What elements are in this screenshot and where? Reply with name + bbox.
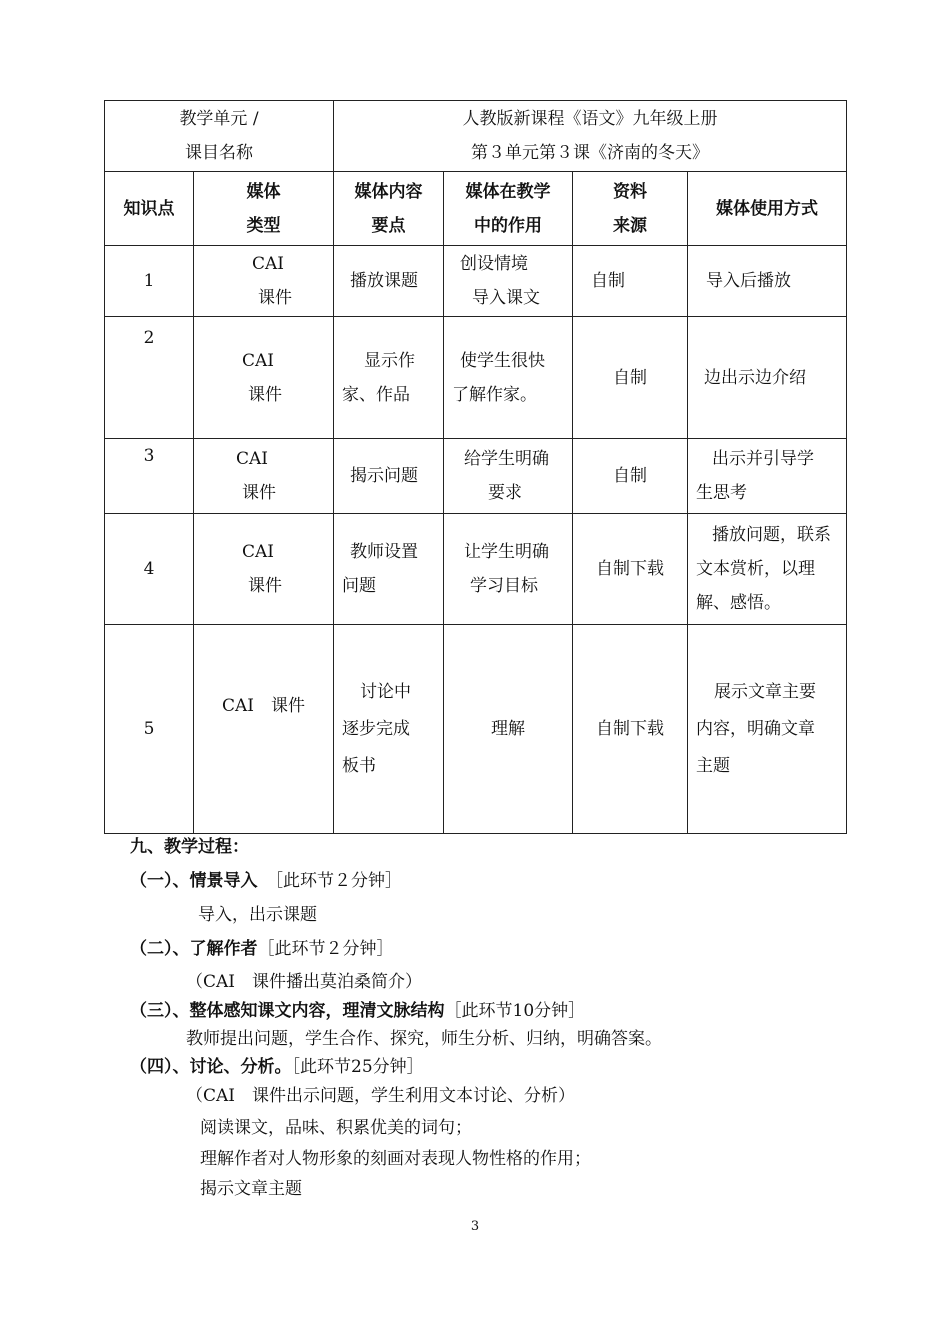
step-title: （四）、讨论、分析。 <box>130 1057 292 1077</box>
unit-label-line: 教学单元 / <box>179 109 259 129</box>
row-number: 5 <box>143 719 155 739</box>
content-text: 板书 <box>342 755 377 776</box>
content-text: 教师设置 <box>350 542 419 562</box>
type-text: 课件 <box>248 576 282 596</box>
step-time: ［此环节２分钟］ <box>257 871 402 891</box>
cell-content <box>334 439 444 514</box>
header-text: 媒体 <box>246 181 281 202</box>
cell-type <box>194 625 334 834</box>
cell-type <box>194 317 334 439</box>
cell-num <box>105 514 194 625</box>
role-text: 要求 <box>488 483 523 503</box>
usage-text: 主题 <box>696 755 731 776</box>
row-number: 2 <box>143 328 155 348</box>
usage-text: 展示文章主要 <box>714 681 817 702</box>
cell-source <box>573 439 688 514</box>
unit-row <box>105 101 847 172</box>
cell-role <box>444 514 573 625</box>
cell-usage <box>688 439 847 514</box>
header-text: 类型 <box>246 215 281 236</box>
row-number: 4 <box>143 559 155 579</box>
page-number: 3 <box>470 1219 480 1234</box>
header-content <box>334 172 444 246</box>
cell-role <box>444 246 573 317</box>
content-text: 显示作 <box>364 350 416 371</box>
usage-text: 导入后播放 <box>706 271 792 291</box>
type-text: CAI 课件 <box>222 696 305 716</box>
usage-text: 生思考 <box>696 483 748 503</box>
cell-source <box>573 317 688 439</box>
step-3-body: 教师提出问题，学生合作、探究，师生分析、归纳，明确答案。 <box>186 1029 662 1049</box>
role-text: 给学生明确 <box>464 449 550 469</box>
table-row <box>105 317 847 439</box>
step-4-body: 理解作者对人物形象的刻画对表现人物性格的作用； <box>200 1149 591 1169</box>
cell-content <box>334 514 444 625</box>
usage-text: 内容，明确文章 <box>696 718 816 739</box>
header-text: 媒体在教学 <box>465 181 551 202</box>
step-title: （三）、整体感知课文内容，理清文脉结构 <box>130 1001 445 1021</box>
media-table <box>104 100 847 834</box>
type-text: 课件 <box>258 288 292 308</box>
source-text: 自制 <box>613 466 648 486</box>
cell-type <box>194 514 334 625</box>
usage-text: 解、感悟。 <box>696 593 782 613</box>
cell-content <box>334 246 444 317</box>
cell-source <box>573 246 688 317</box>
cell-num <box>105 317 194 439</box>
source-text: 自制 <box>613 367 648 388</box>
role-text: 学习目标 <box>470 576 539 596</box>
header-text: 要点 <box>371 215 406 236</box>
step-title: （二）、了解作者 <box>130 939 258 959</box>
header-text: 中的作用 <box>474 215 543 236</box>
header-text: 媒体使用方式 <box>716 198 819 219</box>
content-text: 揭示问题 <box>350 466 419 486</box>
cell-num <box>105 439 194 514</box>
table-row <box>105 246 847 317</box>
cell-role <box>444 625 573 834</box>
row-number: 1 <box>143 271 155 291</box>
header-source <box>573 172 688 246</box>
role-text: 使学生很快 <box>460 350 546 371</box>
type-text: 课件 <box>248 384 282 405</box>
unit-label-line: 课目名称 <box>185 143 253 163</box>
content-text: 逐步完成 <box>342 718 411 739</box>
role-text: 让学生明确 <box>464 542 550 562</box>
header-knowledge <box>105 172 194 246</box>
cell-content <box>334 625 444 834</box>
header-row <box>105 172 847 246</box>
table-row <box>105 514 847 625</box>
type-text: 课件 <box>242 483 276 503</box>
cell-usage <box>688 317 847 439</box>
cell-usage <box>688 246 847 317</box>
unit-value-line: 第３单元第３课《济南的冬天》 <box>471 143 710 163</box>
step-time: ［此环节10分钟］ <box>444 1001 586 1021</box>
cell-usage <box>688 514 847 625</box>
cell-type <box>194 246 334 317</box>
step-time: ［此环节25分钟］ <box>291 1057 424 1077</box>
role-text: 创设情境 <box>460 254 529 274</box>
cell-role <box>444 317 573 439</box>
type-text: CAI <box>242 542 274 562</box>
unit-label-cell <box>105 101 334 172</box>
cell-num <box>105 625 194 834</box>
header-text: 媒体内容 <box>354 181 423 202</box>
cell-source <box>573 514 688 625</box>
step-title: （一）、情景导入 <box>130 871 258 891</box>
header-text: 来源 <box>613 215 648 236</box>
cell-usage <box>688 625 847 834</box>
unit-value-line: 人教版新课程《语文》九年级上册 <box>462 109 718 129</box>
cell-content <box>334 317 444 439</box>
header-text: 知识点 <box>123 198 175 219</box>
header-usage <box>688 172 847 246</box>
role-text: 导入课文 <box>472 288 541 308</box>
process-heading: 九、教学过程： <box>130 837 249 857</box>
usage-text: 边出示边介绍 <box>704 367 807 388</box>
type-text: CAI <box>242 350 274 371</box>
row-number: 3 <box>143 446 155 466</box>
unit-value-cell <box>334 101 847 172</box>
step-2 <box>130 934 394 964</box>
step-3 <box>130 996 585 1026</box>
header-text: 资料 <box>613 181 648 202</box>
role-text: 理解 <box>491 719 526 739</box>
source-text: 自制 <box>591 271 626 291</box>
cell-num <box>105 246 194 317</box>
content-text: 讨论中 <box>360 681 412 702</box>
usage-text: 出示并引导学 <box>712 449 815 469</box>
step-4 <box>130 1052 424 1082</box>
content-text: 家、作品 <box>342 384 411 405</box>
content-text: 问题 <box>342 576 377 596</box>
cell-role <box>444 439 573 514</box>
step-2-body: （CAI 课件播出莫泊桑简介） <box>186 972 422 992</box>
source-text: 自制下载 <box>596 719 665 739</box>
type-text: CAI <box>236 449 268 469</box>
table-row <box>105 439 847 514</box>
step-4-body: （CAI 课件出示问题，学生利用文本讨论、分析） <box>186 1086 575 1106</box>
role-text: 了解作家。 <box>452 384 538 405</box>
source-text: 自制下载 <box>596 559 665 579</box>
step-time: ［此环节２分钟］ <box>257 939 394 959</box>
usage-text: 文本赏析，以理 <box>696 559 816 579</box>
header-media-type <box>194 172 334 246</box>
step-4-body: 揭示文章主题 <box>200 1179 302 1199</box>
usage-text: 播放问题，联系 <box>712 525 832 545</box>
cell-type <box>194 439 334 514</box>
step-1 <box>130 866 402 896</box>
step-4-body: 阅读课文，品味、积累优美的词句； <box>200 1118 472 1138</box>
cell-source <box>573 625 688 834</box>
table-row <box>105 625 847 834</box>
type-text: CAI <box>252 254 284 274</box>
header-role <box>444 172 573 246</box>
step-1-body: 导入，出示课题 <box>198 905 317 925</box>
content-text: 播放课题 <box>350 271 419 291</box>
